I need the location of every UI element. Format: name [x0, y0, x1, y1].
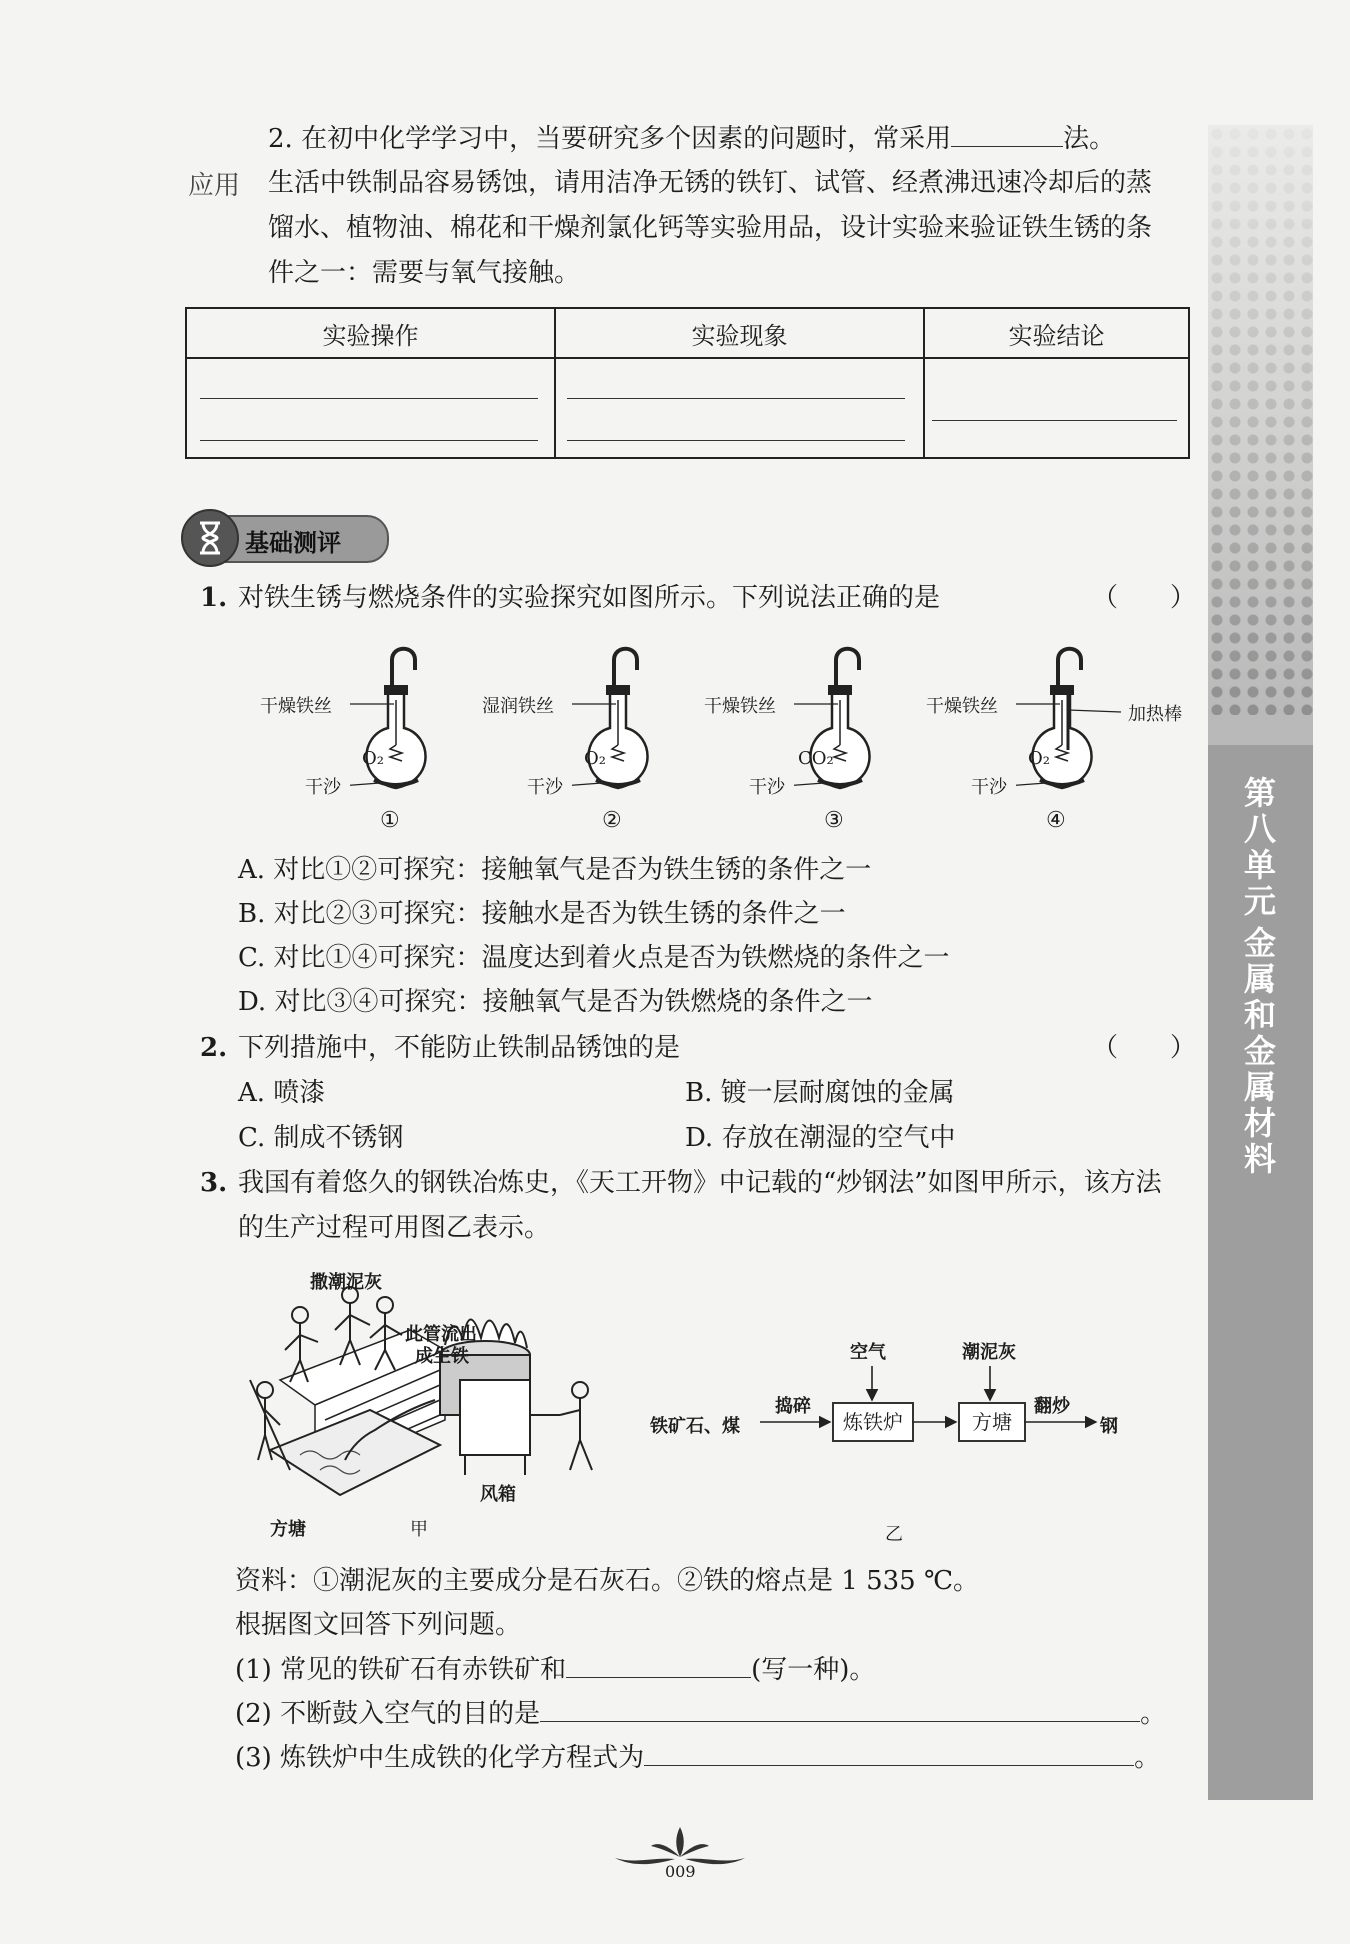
flask-2: 湿润铁丝 干沙 O₂ ② [472, 640, 672, 840]
flow-pond-box: 方塘 [958, 1402, 1026, 1442]
q2-option-b[interactable]: B. 镀一层耐腐蚀的金属 [685, 1078, 955, 1108]
q2-option-a[interactable]: A. 喷漆 [238, 1078, 326, 1108]
q2-option-d[interactable]: D. 存放在潮湿的空气中 [685, 1123, 956, 1153]
hourglass-icon [181, 509, 239, 567]
section-badge [185, 515, 389, 563]
q3-prompt: 根据图文回答下列问题。 [235, 1610, 522, 1640]
intro-item2: 2. 在初中化学学习中，当要研究多个因素的问题时，常采用 法。 [268, 120, 1115, 157]
flask-1: 干燥铁丝 干沙 O₂ ① [250, 640, 450, 840]
label-pipe-1: 此管流出 [405, 1324, 477, 1345]
q3-stem-line2: 的生产过程可用图乙表示。 [238, 1213, 551, 1243]
experiment-table [185, 307, 1190, 459]
q2-stem: 下列措施中，不能防止铁制品锈蚀的是 [238, 1033, 681, 1063]
q3-sub1: (1) 常见的铁矿石有赤铁矿和 (写一种)。 [235, 1651, 875, 1688]
flow-input: 铁矿石、煤 [650, 1416, 740, 1437]
blank-air-purpose[interactable] [540, 1695, 1140, 1722]
q1-option-d[interactable]: D. 对比③④可探究：接触氧气是否为铁燃烧的条件之一 [238, 987, 873, 1017]
q3-number: 3. [200, 1168, 228, 1198]
label-pipe-2: 成生铁 [415, 1346, 469, 1367]
q1-option-c[interactable]: C. 对比①④可探究：温度达到着火点是否为铁燃烧的条件之一 [238, 943, 950, 973]
flow-step-stir: 翻炒 [1034, 1396, 1070, 1417]
q1-option-a[interactable]: A. 对比①②可探究：接触氧气是否为铁生锈的条件之一 [238, 855, 872, 885]
caption-yi: 乙 [885, 1524, 903, 1545]
q1-number: 1. [200, 583, 228, 613]
q3-stem-line1: 我国有着悠久的钢铁冶炼史，《天工开物》中记载的“炒钢法”如图甲所示，该方法 [238, 1168, 1162, 1198]
flask-3: 干燥铁丝 干沙 CO₂ ③ [694, 640, 894, 840]
page-number: 009 [665, 1862, 696, 1881]
apply-line1: 生活中铁制品容易锈蚀，请用洁净无锈的铁钉、试管、经煮沸迅速冷却后的蒸 [268, 168, 1153, 198]
q3-info: 资料：①潮泥灰的主要成分是石灰石。②铁的熔点是 1 535 ℃。 [235, 1566, 980, 1596]
q2-number: 2. [200, 1033, 228, 1063]
flow-mud-ash: 潮泥灰 [962, 1342, 1016, 1363]
apply-label: 应用 [188, 171, 241, 201]
q1-option-b[interactable]: B. 对比②③可探究：接触水是否为铁生锈的条件之一 [238, 899, 846, 929]
q1-answer-paren[interactable]: （ ） [1092, 583, 1197, 613]
q1-flask-figure [250, 640, 1190, 840]
steelmaking-illustration [240, 1270, 630, 1520]
q2-option-c[interactable]: C. 制成不锈钢 [238, 1123, 404, 1153]
flow-arrows [650, 1330, 1150, 1460]
flow-output: 钢 [1100, 1416, 1118, 1437]
figure-yi [650, 1330, 1150, 1550]
blank-iron-ore[interactable] [566, 1651, 751, 1678]
label-mud-ash: 撒潮泥灰 [310, 1272, 382, 1293]
label-bellows: 风箱 [480, 1484, 516, 1505]
cell-conclusion[interactable] [924, 358, 1189, 458]
cell-phenomenon[interactable] [555, 358, 924, 458]
figure-jia [240, 1270, 630, 1540]
header-operation: 实验操作 [186, 308, 555, 358]
blank-method[interactable] [951, 120, 1063, 147]
q1-stem: 对铁生锈与燃烧条件的实验探究如图所示。下列说法正确的是 [238, 583, 941, 613]
caption-jia: 甲 [410, 1519, 428, 1540]
sidebar-tab [1208, 125, 1313, 1800]
label-pond: 方塘 [270, 1519, 306, 1540]
cell-operation[interactable] [186, 358, 555, 458]
unit-title: 金属和金属材料 [1243, 924, 1276, 1178]
q3-sub2: (2) 不断鼓入空气的目的是 。 [235, 1695, 1166, 1732]
heating-rod-label: 加热棒 [1128, 704, 1182, 725]
unit-label-box [1208, 745, 1313, 1800]
unit-number: 第八单元 [1243, 774, 1276, 920]
blank-equation[interactable] [644, 1739, 1134, 1766]
flow-furnace-box: 炼铁炉 [832, 1402, 914, 1442]
apply-line3: 件之一：需要与氧气接触。 [268, 258, 581, 288]
apply-line2: 馏水、植物油、棉花和干燥剂氯化钙等实验用品，设计实验来验证铁生锈的条 [268, 213, 1153, 243]
q2-answer-paren[interactable]: （ ） [1092, 1033, 1197, 1063]
flask-4: 干燥铁丝 干沙 加热棒 O₂ ④ [916, 640, 1190, 840]
q3-sub3: (3) 炼铁炉中生成铁的化学方程式为 。 [235, 1739, 1160, 1776]
flow-step-crush: 捣碎 [775, 1396, 811, 1417]
header-phenomenon: 实验现象 [555, 308, 924, 358]
section-title: 基础测评 [245, 528, 341, 557]
header-conclusion: 实验结论 [924, 308, 1189, 358]
flow-air: 空气 [850, 1342, 886, 1363]
